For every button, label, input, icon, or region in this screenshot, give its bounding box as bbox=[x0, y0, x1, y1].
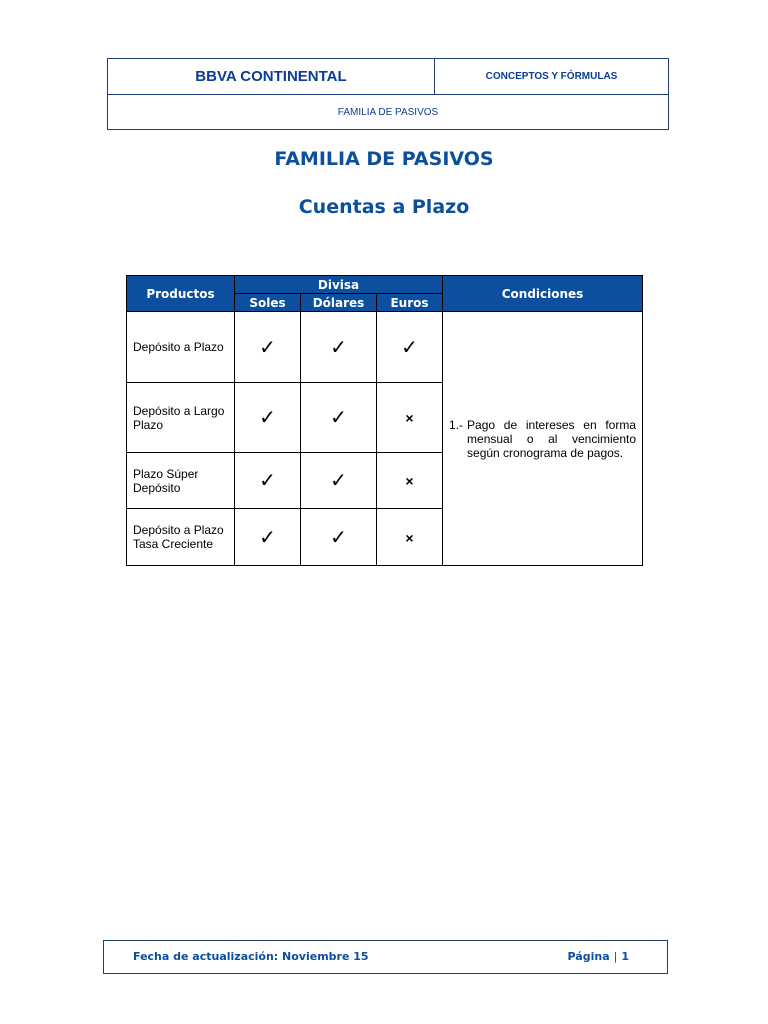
product-name: Depósito a Plazo Tasa Creciente bbox=[127, 509, 235, 566]
product-name: Depósito a Largo Plazo bbox=[127, 383, 235, 453]
header-dolares: Dólares bbox=[301, 294, 377, 312]
document-header bbox=[107, 58, 669, 130]
header-euros: Euros bbox=[377, 294, 443, 312]
org-name: BBVA CONTINENTAL bbox=[108, 59, 435, 94]
update-date: Fecha de actualización: Noviembre 15 bbox=[133, 950, 369, 963]
page-label: Página bbox=[567, 950, 610, 963]
section-name: CONCEPTOS Y FÓRMULAS bbox=[485, 71, 618, 82]
header-subtitle: FAMILIA DE PASIVOS bbox=[337, 106, 439, 118]
condition-text: Pago de intereses en forma mensual o al vencimiento según cronograma de pagos. bbox=[467, 417, 637, 460]
check-icon: ✓ bbox=[235, 453, 301, 509]
header-soles: Soles bbox=[235, 294, 301, 312]
header-divisa: Divisa bbox=[235, 276, 443, 294]
page-separator: | bbox=[613, 950, 618, 963]
table-row bbox=[127, 312, 643, 383]
check-icon: ✓ bbox=[301, 383, 377, 453]
cross-icon: × bbox=[405, 473, 414, 489]
check-icon: ✓ bbox=[377, 312, 443, 383]
check-icon: ✓ bbox=[301, 453, 377, 509]
page-indicator bbox=[568, 950, 629, 963]
header-top-row bbox=[108, 59, 668, 95]
header-condiciones: Condiciones bbox=[443, 276, 643, 312]
products-table bbox=[126, 275, 643, 566]
page-title: FAMILIA DE PASIVOS bbox=[274, 148, 494, 170]
cross-icon: × bbox=[405, 529, 414, 546]
check-icon: ✓ bbox=[235, 312, 301, 383]
header-productos: Productos bbox=[127, 276, 235, 312]
check-icon: ✓ bbox=[301, 509, 377, 566]
check-icon: ✓ bbox=[235, 383, 301, 453]
product-name: Plazo Súper Depósito bbox=[127, 453, 235, 509]
check-icon: ✓ bbox=[301, 312, 377, 383]
conditions-cell bbox=[443, 312, 643, 566]
product-name: Depósito a Plazo bbox=[127, 312, 235, 383]
condition-number: 1.- bbox=[449, 417, 464, 432]
document-footer bbox=[103, 940, 668, 974]
page-subtitle: Cuentas a Plazo bbox=[298, 196, 470, 218]
cross-icon: × bbox=[405, 410, 414, 426]
check-icon: ✓ bbox=[235, 509, 301, 566]
page-number: 1 bbox=[621, 950, 629, 963]
